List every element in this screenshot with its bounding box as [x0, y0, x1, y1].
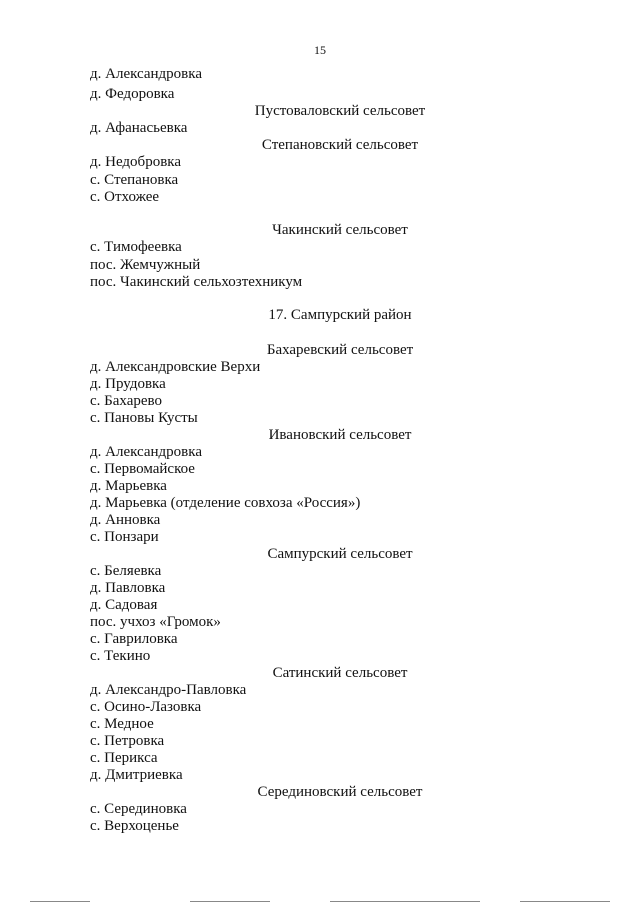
settlement-line: д. Александровка: [90, 66, 202, 82]
settlement-line: с. Пановы Кусты: [90, 410, 198, 426]
council-heading: Степановский сельсовет: [261, 137, 419, 153]
scan-artifact-line: [190, 901, 270, 902]
settlement-line: д. Анновка: [90, 512, 161, 528]
settlement-line: с. Текино: [90, 648, 151, 664]
council-heading: Бахаревский сельсовет: [266, 342, 414, 358]
settlement-line: д. Афанасьевка: [90, 120, 188, 136]
settlement-line: д. Садовая: [90, 597, 158, 613]
settlement-line: д. Дмитриевка: [90, 767, 183, 783]
settlement-line: пос. Жемчужный: [90, 257, 201, 273]
settlement-line: с. Отхожее: [90, 189, 160, 205]
settlement-line: с. Серединовка: [90, 801, 187, 817]
settlement-line: д. Недобровка: [90, 154, 181, 170]
settlement-line: с. Гавриловка: [90, 631, 178, 647]
settlement-line: с. Бахарево: [90, 393, 163, 409]
settlement-line: с. Перикса: [90, 750, 158, 766]
district-heading: 17. Сампурский район: [268, 307, 412, 323]
settlement-line: д. Марьевка (отделение совхоза «Россия»): [90, 495, 361, 511]
settlement-line: д. Александровка: [90, 444, 202, 460]
council-heading: Серединовский сельсовет: [257, 784, 423, 800]
settlement-line: д. Александро-Павловка: [90, 682, 247, 698]
settlement-line: д. Федоровка: [90, 86, 175, 102]
settlement-line: пос. Чакинский сельхозтехникум: [90, 274, 303, 290]
scan-artifact-line: [330, 901, 480, 902]
settlement-line: с. Верхоценье: [90, 818, 179, 834]
council-heading: Сампурский сельсовет: [267, 546, 413, 562]
council-heading: Сатинский сельсовет: [272, 665, 408, 681]
settlement-line: д. Павловка: [90, 580, 166, 596]
page-number: 15: [314, 43, 326, 57]
council-heading: Пустоваловский сельсовет: [254, 103, 426, 119]
settlement-line: с. Петровка: [90, 733, 165, 749]
settlement-line: с. Первомайское: [90, 461, 195, 477]
settlement-line: с. Понзари: [90, 529, 159, 545]
settlement-line: пос. учхоз «Громок»: [90, 614, 221, 630]
council-heading: Чакинский сельсовет: [272, 222, 408, 238]
settlement-line: с. Осино-Лазовка: [90, 699, 202, 715]
settlement-line: с. Степановка: [90, 172, 179, 188]
settlement-line: д. Александровские Верхи: [90, 359, 261, 375]
settlement-line: д. Марьевка: [90, 478, 167, 494]
scan-artifact-line: [30, 901, 90, 902]
scan-artifact-line: [520, 901, 610, 902]
council-heading: Ивановский сельсовет: [268, 427, 412, 443]
settlement-line: с. Беляевка: [90, 563, 162, 579]
settlement-line: д. Прудовка: [90, 376, 166, 392]
settlement-line: с. Медное: [90, 716, 154, 732]
settlement-line: с. Тимофеевка: [90, 239, 182, 255]
